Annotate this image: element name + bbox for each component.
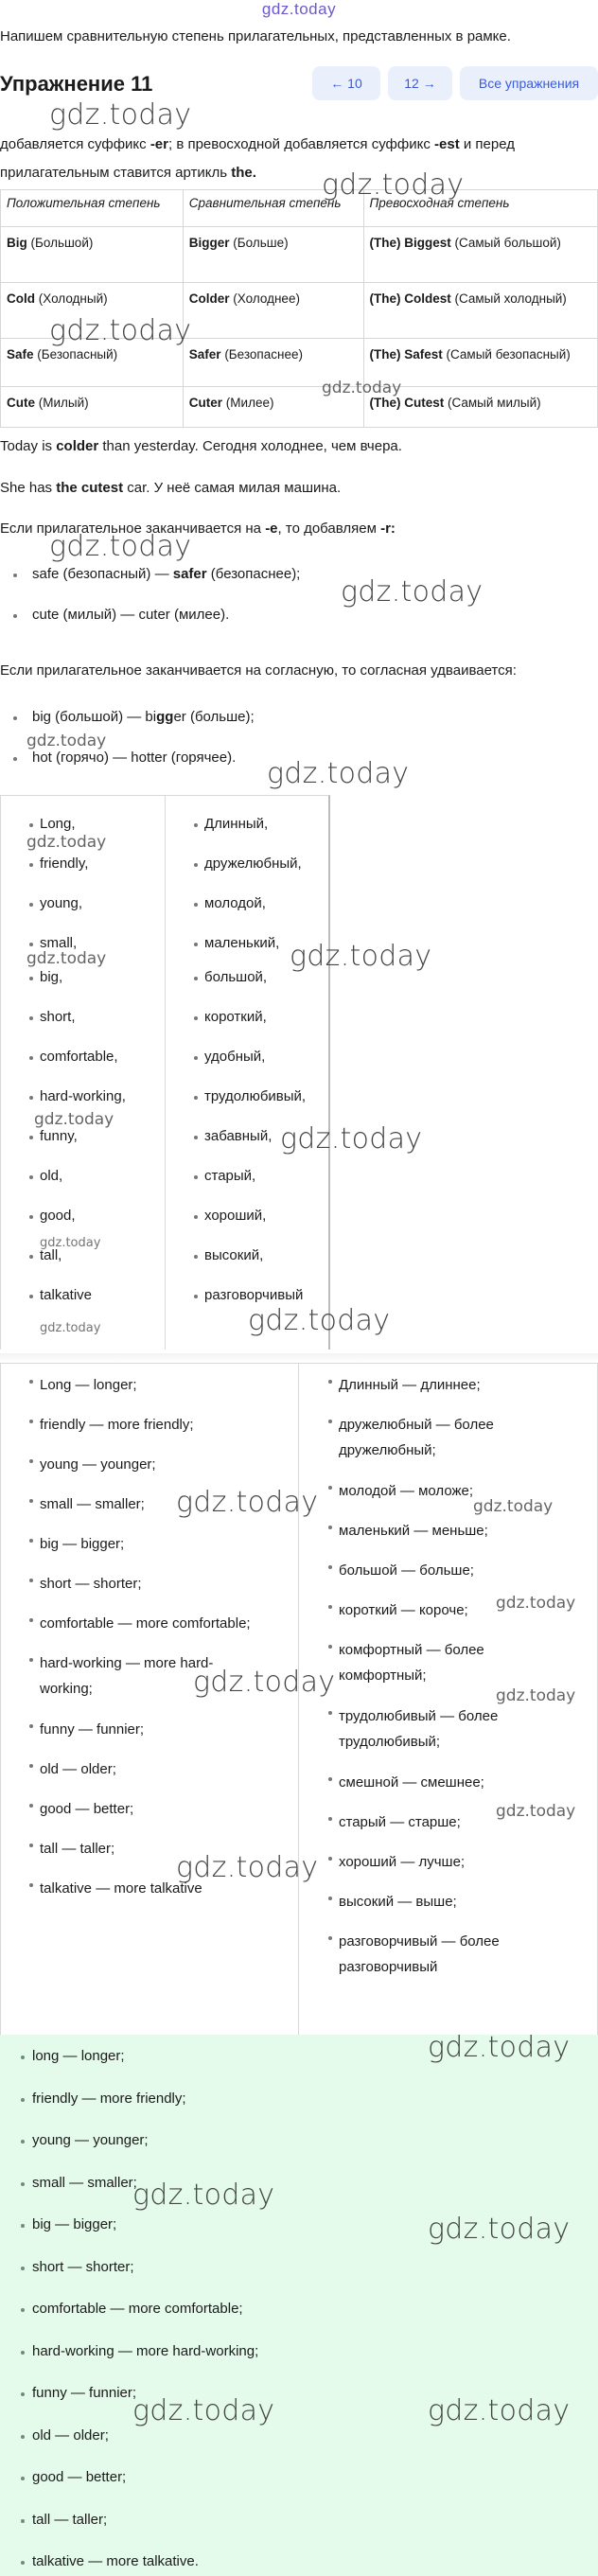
table-header: Сравнительная степень (183, 190, 363, 227)
list-item: short — shorter; (40, 1571, 142, 1597)
answer-item: funny — funnier; (32, 2385, 137, 2401)
watermark: gdz.today (496, 1686, 576, 1705)
list-item: young — younger; (40, 1452, 156, 1477)
list-item: дружелюбный, (204, 856, 302, 872)
watermark: gdz.today (428, 2394, 571, 2427)
list-item: hard-working, (40, 1088, 126, 1104)
list-item: забавный, (204, 1128, 273, 1144)
watermark: gdz.today (132, 2179, 275, 2212)
watermark: gdz.today (49, 98, 192, 132)
answer-block (0, 2035, 598, 2576)
list-item: Длинный — длиннее; (339, 1372, 481, 1398)
list-item: Long — longer; (40, 1372, 137, 1398)
list-item: маленький, (204, 935, 280, 951)
list-item: big (большой) — bigger (больше); (0, 709, 255, 750)
list-item: funny, (40, 1128, 78, 1144)
watermark: gdz.today (428, 2031, 571, 2064)
table-row: Safe (Безопасный) Safer (Безопаснее) (The) Safest (Самый безопасный) (1, 339, 598, 387)
list-item: разговорчивый — более разговорчивый (339, 1929, 547, 1980)
watermark: gdz.today (248, 1304, 391, 1337)
table-row: Cute (Милый) Cuter (Милее) (The) Cutest (Самый милый) (1, 387, 598, 428)
answer-item: friendly — more friendly; (32, 2090, 186, 2107)
prev-exercise-button[interactable]: ← 10 (312, 66, 380, 100)
answer-item: good — better; (32, 2469, 127, 2485)
list-item: комфортный — более комфортный; (339, 1637, 537, 1688)
watermark: gdz.today (193, 1666, 336, 1699)
watermark: gdz.today (132, 2394, 275, 2427)
list-item: маленький — меньше; (339, 1518, 488, 1544)
table-header: Превосходная степень (363, 190, 598, 227)
answer-item: hard-working — more hard-working; (32, 2342, 259, 2359)
list-item: хороший — лучше; (339, 1849, 465, 1875)
watermark: gdz.today (322, 379, 402, 397)
list-item: молодой, (204, 895, 266, 911)
rule-consonant: Если прилагательное заканчивается на согласную, то согласная удваивается: (0, 662, 517, 679)
list-item: friendly, (40, 856, 89, 872)
example-sentence: Today is colder than yesterday. Сегодня холоднее, чем вчера. (0, 438, 402, 454)
list-item: tall, (40, 1247, 62, 1263)
watermark: gdz.today (267, 757, 410, 790)
watermark: gdz.today (176, 1486, 319, 1519)
list-item: высокий, (204, 1247, 264, 1263)
list-item: talkative (40, 1287, 93, 1303)
answer-item: long — longer; (32, 2048, 125, 2064)
list-item: большой, (204, 969, 268, 985)
list-item: comfortable, (40, 1049, 118, 1065)
watermark: gdz.today (49, 314, 192, 347)
table-header: Положительная степень (1, 190, 184, 227)
intro-text: добавляется суффикс -er; в превосходной добавляется суффикс -est и перед прилагательным ставится артикль the. (0, 136, 515, 181)
answer-item: big — bigger; (32, 2216, 117, 2232)
next-exercise-button[interactable]: 12 → (388, 66, 452, 100)
list-item: good, (40, 1208, 76, 1224)
list-item: Long, (40, 816, 76, 832)
list-item: old, (40, 1168, 63, 1184)
list-item: comfortable — more comfortable; (40, 1611, 251, 1636)
all-exercises-button[interactable]: Все упражнения (460, 66, 598, 100)
watermark: gdz.today (40, 1236, 101, 1250)
list-item: small, (40, 935, 78, 951)
exercise-title: Упражнение 11 (0, 72, 153, 96)
list-item: short, (40, 1009, 76, 1025)
list-item: hot (горячо) — hotter (горячее). (0, 750, 255, 766)
degrees-table (0, 189, 598, 428)
list-item: young, (40, 895, 83, 911)
list-item: дружелюбный — более дружелюбный; (339, 1412, 537, 1463)
watermark: gdz.today (34, 1110, 114, 1129)
list-item: трудолюбивый, (204, 1088, 307, 1104)
list-item: safe (безопасный) — safer (безопаснее); (0, 566, 300, 607)
watermark: gdz.today (473, 1497, 554, 1516)
table-row: Big (Большой) Bigger (Больше) (The) Biggest (Самый большой) (1, 227, 598, 283)
list-item: tall — taller; (40, 1836, 114, 1861)
table-row: Cold (Холодный) Colder (Холоднее) (The) Coldest (Самый холодный) (1, 283, 598, 339)
watermark: gdz.today (26, 949, 107, 968)
watermark: gdz.today (496, 1594, 576, 1613)
watermark: gdz.today (26, 732, 107, 750)
rule-e: Если прилагательное заканчивается на -e, то добавляем -r: (0, 520, 396, 537)
list-item: хороший, (204, 1208, 267, 1224)
watermark: gdz.today (322, 168, 465, 202)
list-item: старый — старше; (339, 1809, 461, 1835)
example-sentence: She has the cutest car. У неё самая милая машина. (0, 480, 342, 496)
list-item: talkative — more talkative (40, 1876, 202, 1901)
watermark: gdz.today (280, 1122, 423, 1156)
site-logo[interactable]: gdz.today (261, 0, 337, 18)
list-item: big, (40, 969, 63, 985)
answer-item: comfortable — more comfortable; (32, 2301, 243, 2317)
list-item: разговорчивый (204, 1287, 304, 1303)
list-item: small — smaller; (40, 1491, 145, 1517)
watermark: gdz.today (290, 940, 432, 973)
list-item: большой — больше; (339, 1558, 474, 1583)
watermark: gdz.today (341, 575, 484, 609)
answer-item: tall — taller; (32, 2511, 108, 2528)
word-box (0, 795, 330, 1350)
answer-item: young — younger; (32, 2132, 149, 2148)
list-item: высокий — выше; (339, 1889, 457, 1914)
list-item: good — better; (40, 1796, 133, 1822)
answer-item: small — smaller; (32, 2174, 137, 2191)
list-item: hard-working — more hard-working; (40, 1650, 257, 1702)
list-item: funny — funnier; (40, 1717, 144, 1742)
watermark: gdz.today (496, 1802, 576, 1821)
list-item: cute (милый) — cuter (милее). (0, 607, 300, 623)
task-text: Напишем сравнительную степень прилагательных, представленных в рамке. (0, 28, 511, 44)
list-item: Длинный, (204, 816, 269, 832)
list-item: friendly — more friendly; (40, 1412, 194, 1438)
list-item: смешной — смешнее; (339, 1770, 484, 1795)
watermark: gdz.today (428, 2213, 571, 2246)
list-item: молодой — моложе; (339, 1478, 473, 1504)
list-item: старый, (204, 1168, 256, 1184)
list-item: big — bigger; (40, 1531, 124, 1557)
list-item: короткий — короче; (339, 1597, 468, 1623)
answer-item: talkative — more talkative. (32, 2553, 199, 2569)
list-item: трудолюбивый — более трудолюбивый; (339, 1703, 537, 1755)
watermark: gdz.today (176, 1851, 319, 1884)
list-item: old — older; (40, 1756, 116, 1782)
watermark: gdz.today (26, 833, 107, 852)
list-item: короткий, (204, 1009, 267, 1025)
answer-item: short — shorter; (32, 2258, 134, 2275)
list-item: удобный, (204, 1049, 266, 1065)
rule-e-list (0, 566, 300, 623)
answer-item: old — older; (32, 2426, 109, 2444)
watermark: gdz.today (49, 530, 192, 563)
watermark: gdz.today (40, 1321, 101, 1335)
